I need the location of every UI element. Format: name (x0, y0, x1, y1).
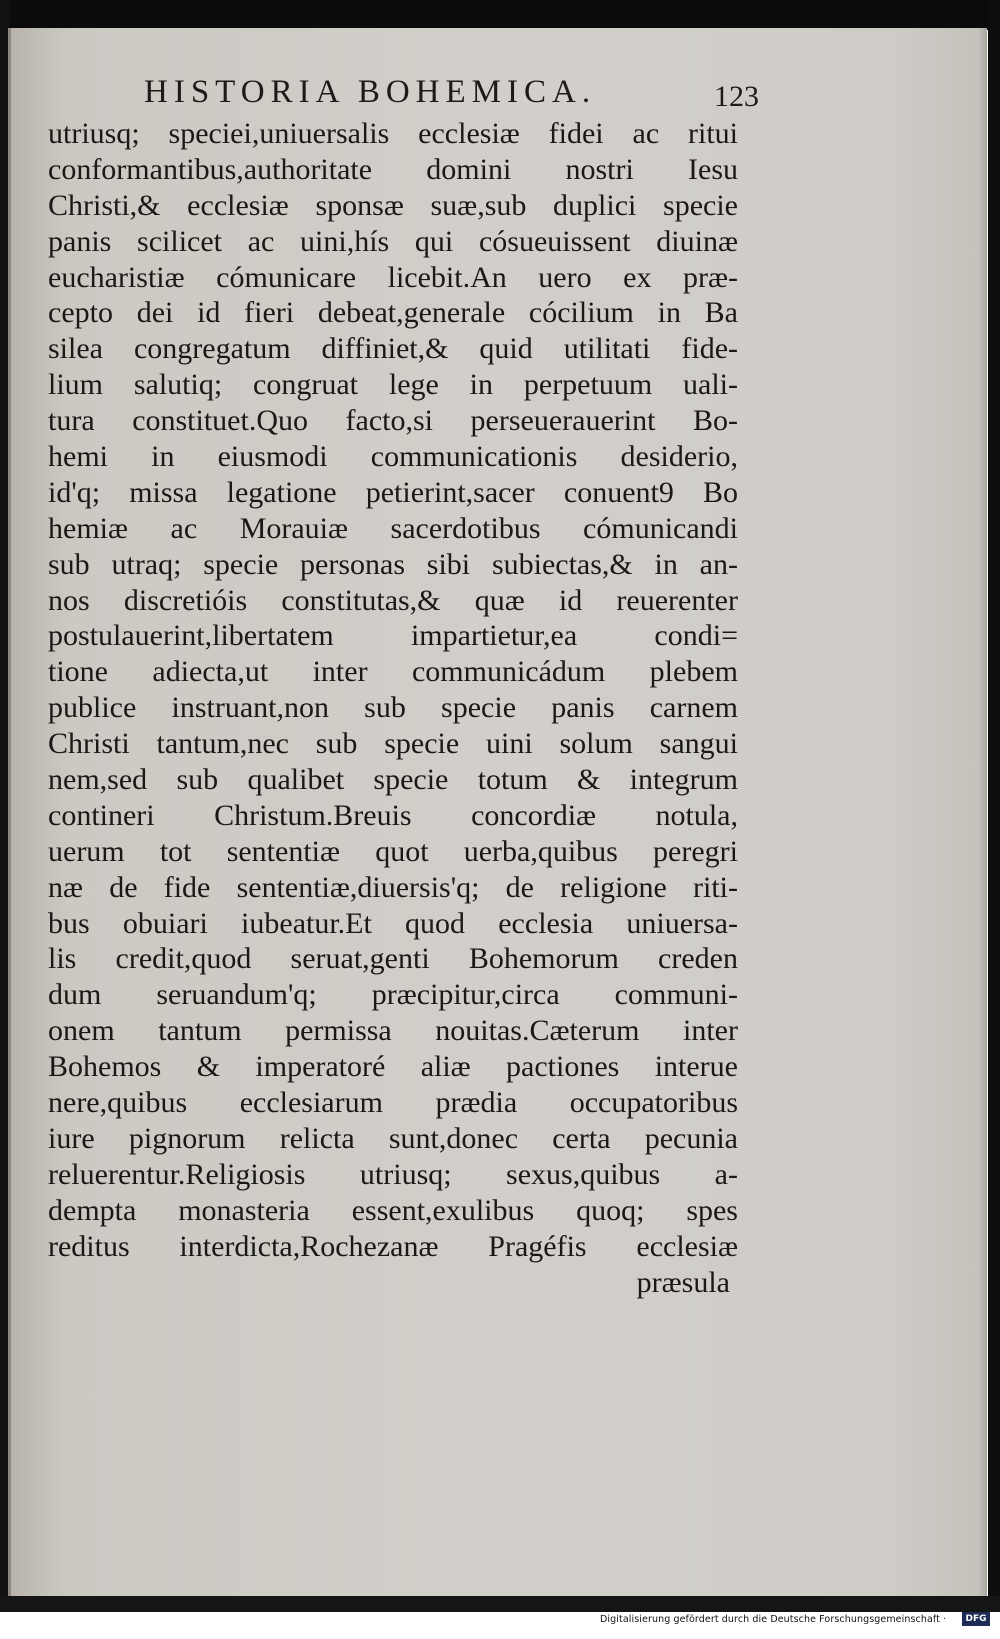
text-line: bus obuiari iubeatur.Et quod ecclesia uniuersa- (48, 906, 738, 940)
page-number: 123 (714, 80, 759, 113)
body-text (48, 116, 738, 1300)
text-line: onem tantum permissa nouitas.Cæterum inter (48, 1014, 738, 1048)
text-line: utriusq; speciei,uniuersalis ecclesiæ fidei ac ritui (48, 117, 738, 150)
text-line: conformantibus,authoritate domini nostri Iesu (48, 152, 738, 186)
text-line: tione adiecta,ut inter communicádum plebem (48, 655, 738, 689)
text-line: panis scilicet ac uini,hís qui cósueuissent diuinæ (48, 224, 738, 258)
scan-border-top (0, 0, 1000, 30)
text-line: næ de fide sententiæ,diuersis'q; de religione riti- (48, 870, 738, 904)
text-line: silea congregatum diffiniet,& quid utilitati fide- (48, 332, 738, 366)
text-line: uerum tot sententiæ quot uerba,quibus peregri (48, 834, 738, 868)
dfg-logo: DFG (962, 1612, 990, 1626)
text-line: contineri Christum.Breuis concordiæ notula, (48, 798, 738, 832)
text-line: lium salutiq; congruat lege in perpetuum uali- (48, 368, 738, 402)
text-line: reluerentur.Religiosis utriusq; sexus,quibus a- (48, 1157, 738, 1191)
text-line: dum seruandum'q; præcipitur,circa communi- (48, 978, 738, 1012)
text-line: eucharistiæ cómunicare licebit.An uero ex præ- (48, 260, 738, 294)
text-line: nem,sed sub qualibet specie totum & integrum (48, 763, 738, 797)
text-line: dempta monasteria essent,exulibus quoq; spes (48, 1193, 738, 1227)
digitization-credit: Digitalisierung gefördert durch die Deutsche Forschungsgemeinschaft · (600, 1614, 947, 1625)
text-line: lis credit,quod seruat,genti Bohemorum creden (48, 942, 738, 976)
text-line: hemi in eiusmodi communicationis desiderio, (48, 440, 738, 474)
scan-border-bottom (0, 1596, 1000, 1612)
text-line: sub utraq; specie personas sibi subiectas,& in an- (48, 547, 738, 581)
text-line: Christi,& ecclesiæ sponsæ suæ,sub duplici specie (48, 188, 738, 222)
text-line: iure pignorum relicta sunt,donec certa pecunia (48, 1121, 738, 1155)
text-line: Bohemos & imperatoré aliæ pactiones interue (48, 1050, 738, 1084)
text-line: reditus interdicta,Rochezanæ Pragéfis ecclesiæ (48, 1229, 738, 1263)
page-edge-shadow (977, 28, 987, 1596)
text-line: id'q; missa legatione petierint,sacer conuent9 Bo (48, 475, 738, 509)
catchword: præsula (636, 1265, 730, 1299)
text-line: publice instruant,non sub specie panis carnem (48, 691, 738, 725)
text-line: tura constituet.Quo facto,si perseuerauerint Bo- (48, 404, 738, 438)
text-line: Christi tantum,nec sub specie uini solum sangui (48, 727, 738, 761)
text-line: postulauerint,libertatem impartietur,ea condi= (48, 619, 738, 653)
text-line: cepto dei id fieri debeat,generale cócilium in Ba (48, 296, 738, 330)
scan-border-right (988, 0, 1000, 1610)
text-line: nere,quibus ecclesiarum prædia occupatoribus (48, 1086, 738, 1120)
text-line: nos discretióis constitutas,& quæ id reuerenter (48, 583, 738, 617)
running-head: HISTORIA BOHEMICA. (144, 74, 597, 110)
text-line: hemiæ ac Morauiæ sacerdotibus cómunicandi (48, 511, 738, 545)
